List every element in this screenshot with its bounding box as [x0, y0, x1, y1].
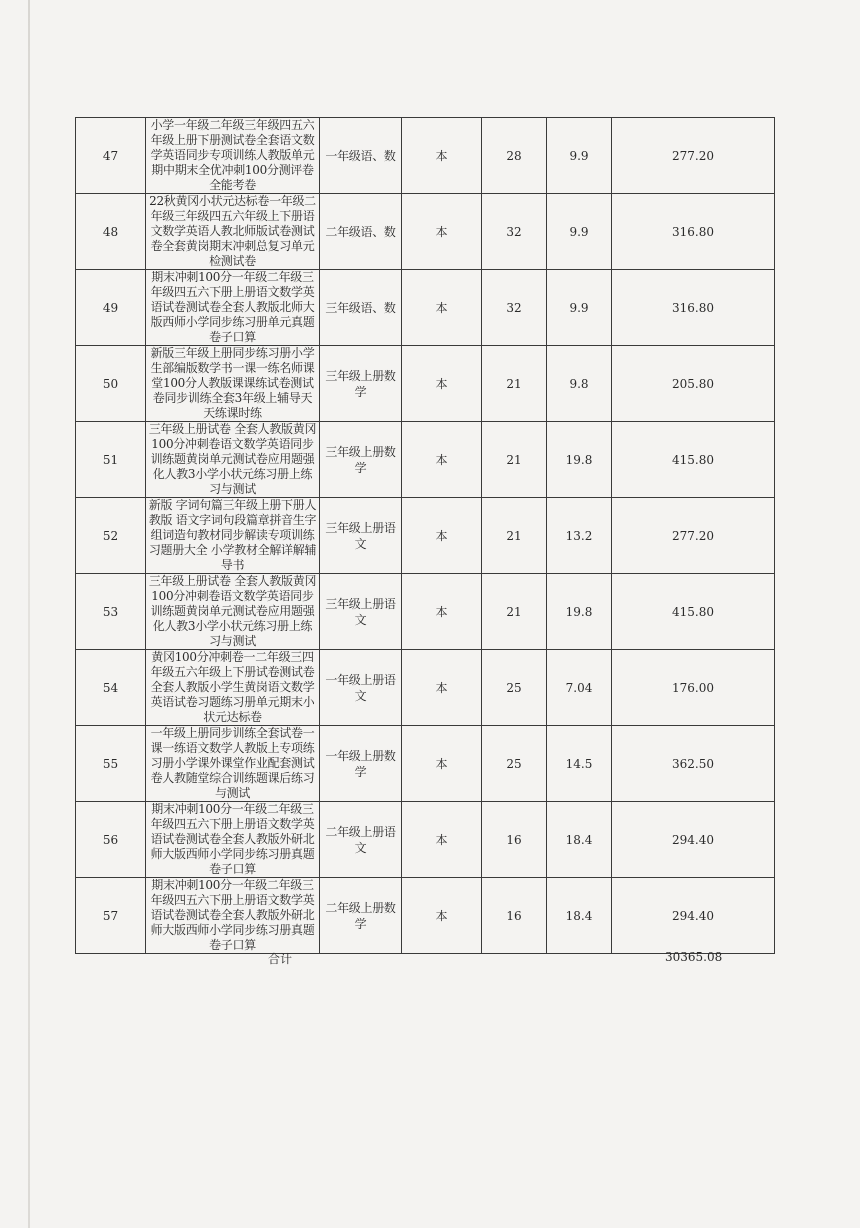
quantity-cell: 16 [482, 878, 547, 954]
unit-cell: 本 [402, 346, 482, 422]
grade-subject-cell: 一年级上册语文 [320, 650, 402, 726]
quantity-cell: 21 [482, 422, 547, 498]
grade-subject-cell: 三年级上册数学 [320, 346, 402, 422]
grade-subject-cell: 一年级上册数学 [320, 726, 402, 802]
total-value: 30365.08 [665, 950, 723, 964]
unit-price-cell: 9.9 [547, 270, 612, 346]
row-number-cell: 54 [76, 650, 146, 726]
amount-cell: 277.20 [612, 118, 775, 194]
table-row [76, 878, 775, 954]
quantity-cell: 25 [482, 650, 547, 726]
product-name-cell: 期末冲刺100分一年级二年级三年级四五六下册上册语文数学英语试卷测试卷全套人教版外研北师大版西师小学同步练习册真题卷子口算 [146, 802, 320, 878]
quantity-cell: 21 [482, 574, 547, 650]
table-row [76, 498, 775, 574]
row-number-cell: 48 [76, 194, 146, 270]
amount-cell: 205.80 [612, 346, 775, 422]
grade-subject-cell: 三年级上册语文 [320, 498, 402, 574]
unit-cell: 本 [402, 650, 482, 726]
grade-subject-cell: 二年级语、数 [320, 194, 402, 270]
unit-cell: 本 [402, 498, 482, 574]
table-row [76, 574, 775, 650]
amount-cell: 362.50 [612, 726, 775, 802]
row-number-cell: 47 [76, 118, 146, 194]
product-name-cell: 一年级上册同步训练全套试卷一课一练语文数学人教版上专项练习册小学课外课堂作业配套测试卷人教随堂综合训练题课后练习与测试 [146, 726, 320, 802]
quantity-cell: 32 [482, 194, 547, 270]
invoice-rows [76, 118, 775, 954]
unit-price-cell: 19.8 [547, 422, 612, 498]
grade-subject-cell: 二年级上册数学 [320, 878, 402, 954]
unit-price-cell: 9.9 [547, 118, 612, 194]
row-number-cell: 50 [76, 346, 146, 422]
table-row [76, 726, 775, 802]
row-number-cell: 49 [76, 270, 146, 346]
product-name-cell: 三年级上册试卷 全套人教版黄冈100分冲刺卷语文数学英语同步训练题黄岗单元测试卷应用题强化人教3小学小状元练习册上练习与测试 [146, 574, 320, 650]
table-row [76, 194, 775, 270]
table-row [76, 270, 775, 346]
amount-cell: 294.40 [612, 878, 775, 954]
scan-edge-shadow [28, 0, 30, 1228]
product-name-cell: 新版 字词句篇三年级上册下册人教版 语文字词句段篇章拼音生字组词造句教材同步解读专项训练习题册大全 小学教材全解详解辅导书 [146, 498, 320, 574]
amount-cell: 277.20 [612, 498, 775, 574]
table-row [76, 118, 775, 194]
table-row [76, 346, 775, 422]
product-name-cell: 期末冲刺100分一年级二年级三年级四五六下册上册语文数学英语试卷测试卷全套人教版北师大版西师小学同步练习册单元真题卷子口算 [146, 270, 320, 346]
grade-subject-cell: 三年级上册语文 [320, 574, 402, 650]
unit-price-cell: 18.4 [547, 878, 612, 954]
quantity-cell: 21 [482, 346, 547, 422]
unit-price-cell: 9.9 [547, 194, 612, 270]
unit-cell: 本 [402, 802, 482, 878]
invoice-table [75, 117, 775, 954]
total-row [75, 950, 774, 972]
amount-cell: 415.80 [612, 574, 775, 650]
unit-cell: 本 [402, 422, 482, 498]
row-number-cell: 51 [76, 422, 146, 498]
grade-subject-cell: 三年级上册数学 [320, 422, 402, 498]
unit-price-cell: 18.4 [547, 802, 612, 878]
unit-cell: 本 [402, 270, 482, 346]
product-name-cell: 三年级上册试卷 全套人教版黄冈100分冲刺卷语文数学英语同步训练题黄岗单元测试卷应用题强化人教3小学小状元练习册上练习与测试 [146, 422, 320, 498]
unit-cell: 本 [402, 726, 482, 802]
row-number-cell: 52 [76, 498, 146, 574]
unit-price-cell: 9.8 [547, 346, 612, 422]
row-number-cell: 57 [76, 878, 146, 954]
grade-subject-cell: 二年级上册语文 [320, 802, 402, 878]
quantity-cell: 16 [482, 802, 547, 878]
unit-cell: 本 [402, 574, 482, 650]
quantity-cell: 21 [482, 498, 547, 574]
amount-cell: 176.00 [612, 650, 775, 726]
unit-price-cell: 13.2 [547, 498, 612, 574]
unit-price-cell: 14.5 [547, 726, 612, 802]
amount-cell: 294.40 [612, 802, 775, 878]
product-name-cell: 小学一年级二年级三年级四五六年级上册下册测试卷全套语文数学英语同步专项训练人教版单元期中期末全优冲刺100分测评卷全能考卷 [146, 118, 320, 194]
row-number-cell: 53 [76, 574, 146, 650]
product-name-cell: 22秋黄冈小状元达标卷一年级二年级三年级四五六年级上下册语文数学英语人教北师版试卷测试卷全套黄岗期末冲刺总复习单元检测试卷 [146, 194, 320, 270]
unit-price-cell: 19.8 [547, 574, 612, 650]
amount-cell: 316.80 [612, 270, 775, 346]
row-number-cell: 55 [76, 726, 146, 802]
product-name-cell: 期末冲刺100分一年级二年级三年级四五六下册上册语文数学英语试卷测试卷全套人教版外研北师大版西师小学同步练习册真题卷子口算 [146, 878, 320, 954]
product-name-cell: 新版三年级上册同步练习册小学生部编版数学书一课一练名师课堂100分人教版课课练试卷测试卷同步训练全套3年级上辅导天天练课时练 [146, 346, 320, 422]
quantity-cell: 28 [482, 118, 547, 194]
grade-subject-cell: 一年级语、数 [320, 118, 402, 194]
unit-price-cell: 7.04 [547, 650, 612, 726]
total-label: 合计 [268, 952, 293, 966]
unit-cell: 本 [402, 118, 482, 194]
amount-cell: 415.80 [612, 422, 775, 498]
product-name-cell: 黄冈100分冲刺卷一二年级三四年级五六年级上下册试卷测试卷全套人教版小学生黄岗语文数学英语试卷习题练习册单元期末小状元达标卷 [146, 650, 320, 726]
quantity-cell: 25 [482, 726, 547, 802]
unit-cell: 本 [402, 878, 482, 954]
unit-cell: 本 [402, 194, 482, 270]
row-number-cell: 56 [76, 802, 146, 878]
table-row [76, 650, 775, 726]
quantity-cell: 32 [482, 270, 547, 346]
table-row [76, 422, 775, 498]
table-row [76, 802, 775, 878]
amount-cell: 316.80 [612, 194, 775, 270]
grade-subject-cell: 三年级语、数 [320, 270, 402, 346]
